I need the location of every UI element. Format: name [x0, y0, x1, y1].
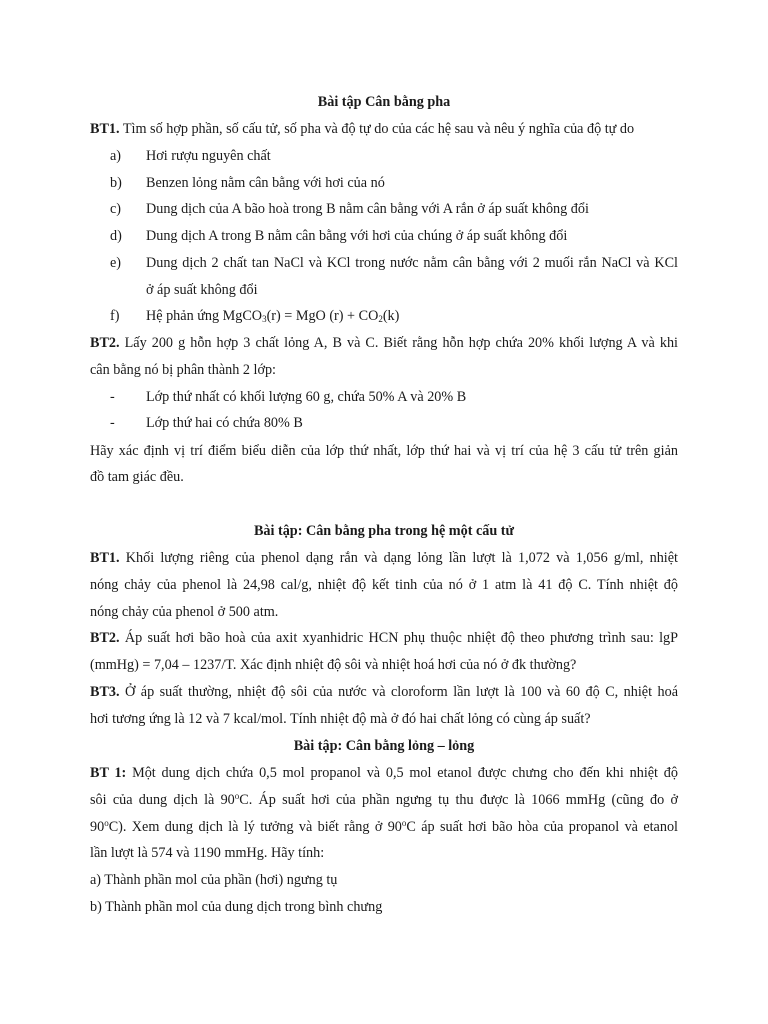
s1-question-line1-text: Hãy xác định vị trí điểm biểu diễn của lớp thứ nhất, lớp thứ hai và vị trí của hệ 3 cấu tử trên giản: [90, 443, 678, 459]
s2-bt3-label: BT3.: [90, 684, 120, 700]
s1-question-line1: [90, 444, 678, 458]
s1-item-d-text: Dung dịch A trong B nằm cân bằng với hơi của chúng ở áp suất không đổi: [146, 228, 568, 244]
s3-line3-c: C áp suất hơi bão hòa của propanol và etanol: [406, 819, 678, 835]
s1-item-f-sub1: 3: [262, 314, 267, 324]
section-title-liquid-liquid: Bài tập: Cân bằng lỏng – lỏng: [293, 738, 475, 754]
s2-bt3-text: Ở áp suất thường, nhiệt độ sôi của nước và cloroform lần lượt là 100 và 60 độ C, nhiệt hoá: [119, 684, 678, 700]
s1-item-c-text: Dung dịch của A bão hoà trong B nằm cân bằng với A rắn ở áp suất không đổi: [146, 201, 589, 217]
s2-bt3-line1-wrap: [90, 685, 678, 699]
s2-bt2-line2: (mmHg) = 7,04 – 1237/T. Xác định nhiệt độ sôi và nhiệt hoá hơi của nó ở đk thường?: [90, 657, 577, 673]
s1-item-f-sub2: 2: [378, 314, 383, 324]
s1-bt2-paragraph: [90, 336, 678, 350]
s3-line2-wrap: [90, 793, 678, 807]
s1-dash-2-text: Lớp thứ hai có chứa 80% B: [146, 415, 303, 431]
s3-line4: lần lượt là 574 và 1190 mmHg. Hãy tính:: [90, 845, 325, 861]
s1-bt1-paragraph: [90, 122, 634, 136]
s2-bt2-label: BT2.: [90, 630, 120, 646]
s1-item-a-marker: a): [110, 148, 122, 164]
s1-item-f-mid: (r) = MgO (r) + CO: [266, 308, 379, 324]
s1-item-f-post: (k): [382, 308, 400, 324]
s1-item-e-text: [146, 256, 678, 270]
s1-item-a-text: Hơi rượu nguyên chất: [146, 148, 271, 164]
s2-bt2-line1-wrap: [90, 631, 678, 645]
s1-bt2-label: BT2.: [90, 335, 120, 351]
s3-line2: [90, 793, 678, 807]
section-title-one-component: Bài tập: Cân bằng pha trong hệ một cấu tử: [253, 523, 515, 539]
s3-question-a: a) Thành phần mol của phần (hơi) ngưng tụ: [90, 872, 338, 888]
s2-bt1-line1: [90, 551, 678, 565]
s3-question-b: b) Thành phần mol của dung dịch trong bình chưng: [90, 899, 383, 915]
s3-line3: [90, 820, 678, 834]
s2-bt2-text: Áp suất hơi bão hoà của axit xyanhidric HCN phụ thuộc nhiệt độ theo phương trình sau: lgP: [119, 630, 678, 646]
s1-dash-2-marker: -: [110, 415, 115, 431]
s1-bt2-line1: [90, 336, 678, 350]
s1-bt2-line2: cân bằng nó bị phân thành 2 lớp:: [90, 362, 276, 378]
s3-line3-a: 90: [90, 819, 105, 835]
s3-line1-text: Một dung dịch chứa 0,5 mol propanol và 0,5 mol etanol được chưng cho đến khi nhiệt độ: [126, 765, 678, 781]
s1-item-b-text: Benzen lỏng nằm cân bằng với hơi của nó: [146, 175, 385, 191]
s1-item-f-pre: Hệ phản ứng MgCO: [146, 308, 263, 324]
s2-bt3-line1: [90, 685, 678, 699]
s2-bt2-line1: [90, 631, 678, 645]
s1-item-d-marker: d): [110, 228, 122, 244]
s1-bt1-label: BT1.: [90, 121, 120, 137]
s1-item-e-marker: e): [110, 255, 122, 271]
s1-item-e-text2: ở áp suất không đổi: [146, 282, 258, 298]
s3-line1: [90, 766, 678, 780]
s2-bt3-line2: hơi tương ứng là 12 và 7 kcal/mol. Tính nhiệt độ mà ở đó hai chất lỏng có cùng áp suất?: [90, 711, 591, 727]
s2-bt1-line3: nóng chảy của phenol ở 500 atm.: [90, 604, 279, 620]
s1-bt2-text: Lấy 200 g hỗn hợp 3 chất lỏng A, B và C. Biết rằng hỗn hợp chứa 20% khối lượng A và khi: [119, 335, 678, 351]
s1-item-e-line1: Dung dịch 2 chất tan NaCl và KCl trong nước nằm cân bằng với 2 muối rắn NaCl và KCl: [146, 255, 678, 271]
s2-bt1-line1-wrap: [90, 551, 678, 565]
s3-line2-b: C. Áp suất hơi của phần ngưng tụ thu được là 1066 mmHg (cũng đo ở: [239, 792, 678, 808]
s1-bt1-text: Tìm số hợp phần, số cấu tử, số pha và độ tự do của các hệ sau và nêu ý nghĩa của độ tự do: [119, 121, 635, 137]
s3-line3-b: C). Xem dung dịch là lý tưởng và biết rằng ở 90: [108, 819, 402, 835]
s2-bt1-text: Khối lượng riêng của phenol dạng rắn và dạng lỏng lần lượt là 1,072 và 1,056 g/ml, nhiệt: [119, 550, 678, 566]
section-title-phase-equilibrium: Bài tập Cân bằng pha: [317, 94, 451, 110]
s3-line2-a: sôi của dung dịch là 90: [90, 792, 235, 808]
s3-line3-degree1: o: [104, 818, 109, 828]
s1-item-f-text: [146, 309, 399, 323]
s1-dash-1-text: Lớp thứ nhất có khối lượng 60 g, chứa 50% A và 20% B: [146, 389, 467, 405]
s2-bt1-line2: [90, 578, 678, 592]
s1-item-c-marker: c): [110, 201, 122, 217]
s2-bt1-label: BT1.: [90, 550, 120, 566]
s3-bt1-label: BT 1:: [90, 765, 127, 781]
s2-bt1-line2-text: nóng chảy của phenol là 24,98 cal/g, nhiệt độ kết tinh của nó ở 1 atm là 41 độ C. Tính nhiệt độ: [90, 577, 678, 593]
s1-item-f-marker: f): [110, 308, 120, 324]
s3-line2-degree: o: [234, 791, 240, 801]
s1-question-line2: đồ tam giác đều.: [90, 469, 184, 485]
s1-dash-1-marker: -: [110, 389, 115, 405]
s3-line3-degree2: o: [401, 818, 407, 828]
s1-item-b-marker: b): [110, 175, 122, 191]
s3-line3-wrap: [90, 820, 678, 834]
s3-line1-wrap: [90, 766, 678, 780]
